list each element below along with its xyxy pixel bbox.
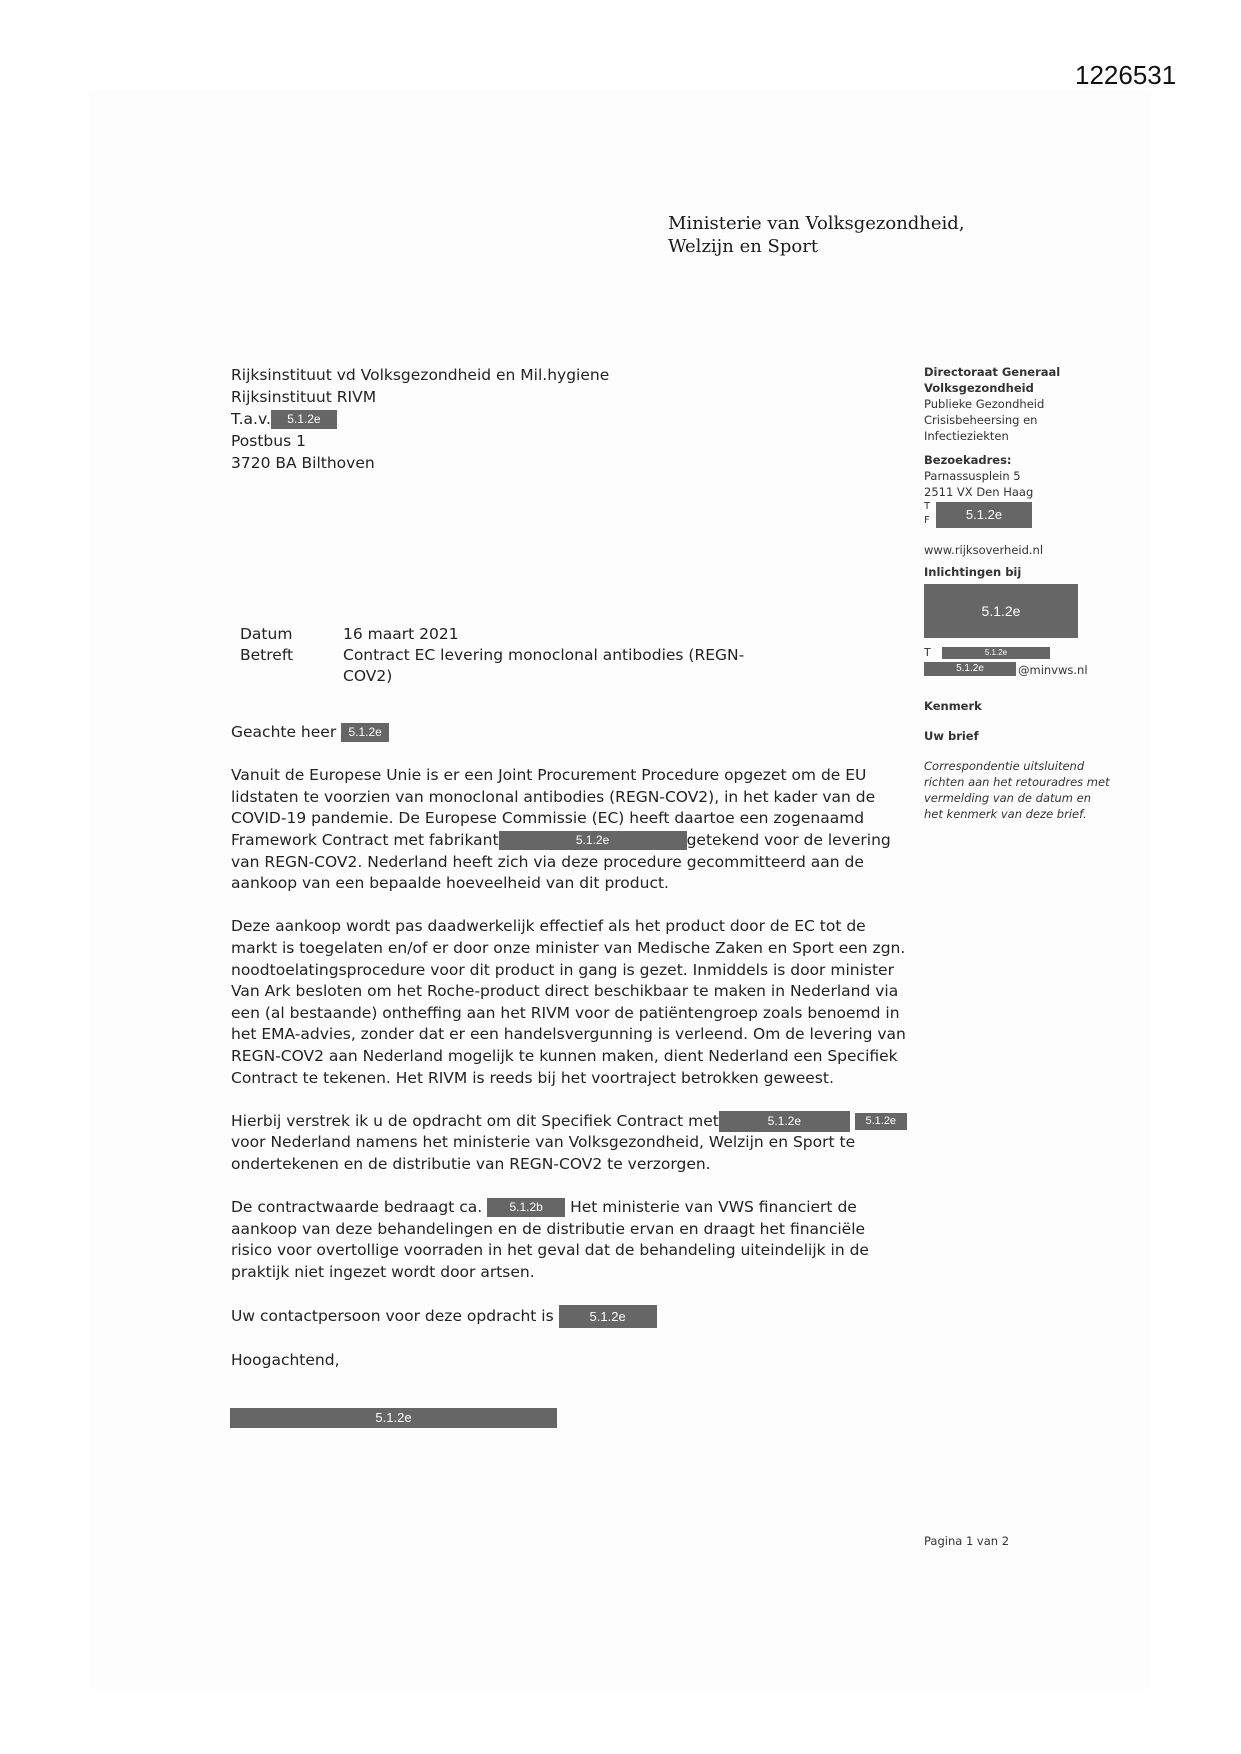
subject-value: Contract EC levering monoclonal antibodies (REGN-COV2) [343,646,745,685]
paragraph-4-a: De contractwaarde bedraagt ca. [231,1198,483,1217]
redaction-block: 5.1.2e [942,647,1050,659]
ministry-logo-text [668,212,965,258]
contact-text: Uw contactpersoon voor deze opdracht is [231,1307,554,1326]
salutation [231,722,911,744]
uw-brief-label: Uw brief [924,729,979,743]
phone-label: T [924,501,931,512]
dept-line-3: Infectieziekten [924,429,1009,443]
address-line-1: Rijksinstituut vd Volksgezondheid en Mil.hygiene [231,366,610,384]
document-number: 1226531 [1075,60,1177,90]
address-line-2: Rijksinstituut RIVM [231,388,377,406]
date-label: Datum [240,625,293,643]
signature-redaction: 5.1.2e [230,1408,557,1428]
fax-label: F [924,515,930,526]
paragraph-2: Deze aankoop wordt pas daadwerkelijk effectief als het product door de EC tot de markt is toegelaten en/of er door onze minister van Medische Zaken en Sport een zgn. noodtoelatingsprocedure voor dit product in gang is gezet. Inmiddels is door minister Van Ark besloten om het Roche-product direct beschikbaar te maken in Nederland via een (al bestaande) ontheffing aan het RIVM voor de patiëntengroep zoals benoemd in het EMA-advies, zonder dat er een handelsvergunning is verleend. Om de levering van REGN-COV2 aan Nederland mogelijk te kunnen maken, dient Nederland een Specifiek Contract te tekenen. Het RIVM is reeds bij het voortraject betrokken geweest. [231,917,906,1087]
phone-fax [924,500,1124,530]
dept-line-1: Publieke Gezondheid [924,397,1045,411]
sender-sidebar [924,364,1124,822]
address-line-4: Postbus 1 [231,432,306,450]
visit-street: Parnassusplein 5 [924,469,1021,483]
closing: Hoogachtend, [231,1350,340,1369]
subject-label: Betreft [240,646,294,664]
redaction-block: 5.1.2e [936,502,1032,528]
contact-lines [924,644,1124,676]
website-link[interactable]: www.rijksoverheid.nl [924,543,1044,557]
redaction-block: 5.1.2e [499,831,687,850]
redaction-block: 5.1.2b [487,1198,565,1217]
dept-title-2: Volksgezondheid [924,381,1034,395]
letter-body [231,722,911,1393]
redaction-block: 5.1.2e [924,662,1016,676]
salutation-text: Geachte heer [231,723,337,741]
address-line-3 [231,408,609,430]
paragraph-3-b: voor Nederland namens het ministerie van Volksgezondheid, Welzijn en Sport te ondertekenen en de distributie van REGN-COV2 te verzorgen. [231,1133,856,1173]
email-suffix: @minvws.nl [1018,663,1088,677]
redaction-block: 5.1.2e [341,723,389,742]
visit-city: 2511 VX Den Haag [924,485,1034,499]
ministry-line-2: Welzijn en Sport [668,236,819,257]
address-line-5: 3720 BA Bilthoven [231,454,375,472]
paragraph-3-a: Hierbij verstrek ik u de opdracht om dit Specifiek Contract met [231,1111,719,1130]
info-redaction-wrap [924,584,1124,638]
redaction-block: 5.1.2e [855,1113,907,1130]
contact-paragraph [231,1305,911,1328]
dept-title-1: Directoraat Generaal [924,365,1061,379]
paragraph-1-a: Vanuit de Europese Unie is er een Joint Procurement Procedure opgezet om de EU lidstaten te voorzien van monoclonal antibodies (REGN-COV2), in het kader van de COVID-19 pandemie. De Europese Commissie (EC) heeft daartoe een zogenaamd Framework Contract met fabrikant [231,766,876,849]
paragraph-1-b: getekend voor de levering van REGN-COV2. Nederland heeft zich via deze procedure gecommitteerd aan de aankoop van een bepaalde hoeveelheid van dit product. [231,830,891,893]
tav-label: T.a.v. [231,410,271,428]
paragraph-3 [231,1111,911,1176]
paragraph-4 [231,1197,911,1283]
visit-label: Bezoekadres: [924,453,1012,467]
date-value: 16 maart 2021 [343,625,459,643]
paragraph-4-b: Het ministerie van VWS financiert de aankoop van deze behandelingen en de distributie ervan en draagt het financiële risico voor overtollige voorraden in het geval dat de behandeling uiteindelijk in de praktijk niet ingezet wordt door artsen. [231,1198,869,1281]
paragraph-1 [231,765,911,895]
redaction-block: 5.1.2e [271,410,337,429]
recipient-address [231,364,609,474]
info-label: Inlichtingen bij [924,565,1022,579]
contact-phone-label: T [924,646,931,659]
redaction-block: 5.1.2e [719,1111,850,1132]
dept-line-2: Crisisbeheersing en [924,413,1038,427]
ministry-line-1: Ministerie van Volksgezondheid, [668,213,965,234]
redaction-block: 5.1.2e [924,584,1078,638]
page-number: Pagina 1 van 2 [924,1534,1010,1548]
redaction-block: 5.1.2e [559,1305,657,1328]
correspondence-note: Correspondentie uitsluitend richten aan het retouradres met vermelding van de datum en het kenmerk van deze brief. [924,759,1110,821]
kenmerk-label: Kenmerk [924,699,982,713]
